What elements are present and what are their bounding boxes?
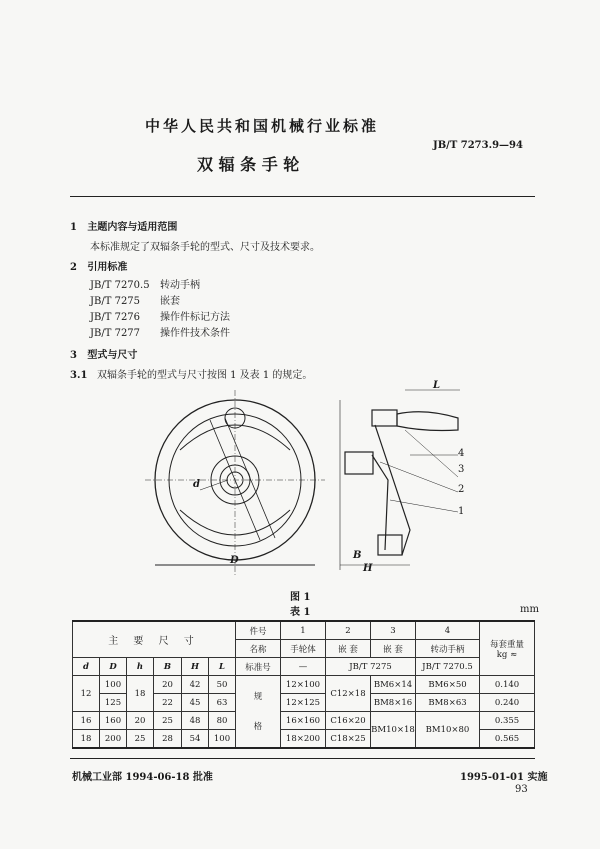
table-header-row [73,621,535,640]
table-cell: C18×25 [326,730,371,749]
table-cell: 1 [281,621,326,640]
section-1-body: 本标准规定了双辐条手轮的型式、尺寸及技术要求。 [90,242,320,253]
table-cell: BM8×16 [371,694,416,712]
table-cell: 18 [127,676,154,712]
table-cell: 200 [100,730,127,749]
table-cell: 80 [209,712,236,730]
dimensions-table [72,620,535,749]
reference-item: JB/T 7270.5 转动手柄 [90,280,200,291]
section-2-heading: 2 引用标准 [70,262,128,273]
table-cell: 0.565 [480,730,535,749]
table-cell: L [209,658,236,676]
section-3-heading: 3 型式与尺寸 [70,350,138,361]
table-cell: 25 [154,712,182,730]
table-cell: B [154,658,182,676]
table-row [73,712,535,730]
weight-header: 每套重量 kg ≈ [480,621,535,676]
table-cell: 48 [182,712,209,730]
table-cell: BM8×63 [416,694,480,712]
table-cell: 63 [209,694,236,712]
label-d: d [193,479,200,490]
part-callout-2: 2 [458,484,465,495]
document-title: 双 辐 条 手 轮 [197,155,300,174]
clause-3-1: 3.1 双辐条手轮的型式与尺寸按图 1 及表 1 的规定。 [70,370,313,381]
table-cell: 25 [127,730,154,749]
table-cell: 手轮体 [281,640,326,658]
table-cell: BM6×14 [371,676,416,694]
table-cell: 3 [371,621,416,640]
table-cell: 28 [154,730,182,749]
table-cell: 2 [326,621,371,640]
table-cell: 42 [182,676,209,694]
table-cell: d [73,658,100,676]
table-cell: 22 [154,694,182,712]
issuing-org: 中华人民共和国机械行业标准 [145,117,380,135]
figure-1-drawing [140,380,480,590]
table-cell: BM6×50 [416,676,480,694]
table-cell: 12×100 [281,676,326,694]
table-caption: 表 1 [290,607,311,618]
label-D: D [230,555,239,566]
table-cell: JB/T 7270.5 [416,658,480,676]
label-H: H [363,563,373,574]
table-cell: C16×20 [326,712,371,730]
table-cell: BM10×80 [416,712,480,749]
table-cell: C12×18 [326,676,371,712]
table-cell: 主 要 尺 寸 [73,621,236,658]
table-cell: 54 [182,730,209,749]
table-cell: H [182,658,209,676]
section-1-heading: 1 主题内容与适用范围 [70,222,178,233]
part-callout-1: 1 [458,506,465,517]
table-cell: 嵌 套 [371,640,416,658]
reference-item: JB/T 7277 操作件技术条件 [90,328,230,339]
table-cell: 0.140 [480,676,535,694]
part-callout-3: 3 [458,464,465,475]
table-cell: 名称 [236,640,281,658]
table-cell: 45 [182,694,209,712]
table-cell: 160 [100,712,127,730]
table-unit: mm [520,604,539,615]
table-row [73,676,535,694]
figure-caption: 图 1 [290,592,311,603]
table-cell: 16×160 [281,712,326,730]
table-cell: 100 [209,730,236,749]
table-cell: h [127,658,154,676]
page-number: 93 [515,784,528,795]
table-cell: 50 [209,676,236,694]
table-cell: 12×125 [281,694,326,712]
approval-info: 机械工业部 1994-06-18 批准 [72,772,213,783]
table-cell: 件号 [236,621,281,640]
reference-item: JB/T 7276 操作件标记方法 [90,312,230,323]
table-cell: 20 [154,676,182,694]
reference-item: JB/T 7275 嵌套 [90,296,180,307]
table-cell: 20 [127,712,154,730]
table-cell: 18×200 [281,730,326,749]
table-cell: 16 [73,712,100,730]
table-cell: 转动手柄 [416,640,480,658]
effective-date: 1995-01-01 实施 [460,772,548,783]
table-cell: 125 [100,694,127,712]
table-cell: D [100,658,127,676]
label-L: L [433,380,441,391]
table-cell: 18 [73,730,100,749]
table-cell: 100 [100,676,127,694]
table-cell: 12 [73,676,100,712]
table-cell: 标准号 [236,658,281,676]
table-cell: 嵌 套 [326,640,371,658]
part-callout-4: 4 [458,448,465,459]
table-cell: 0.240 [480,694,535,712]
standard-code: JB/T 7273.9—94 [433,140,523,151]
table-cell: BM10×18 [371,712,416,749]
table-cell: 4 [416,621,480,640]
header-rule [70,196,535,197]
reference-list [90,278,230,342]
table-cell: 0.355 [480,712,535,730]
table-header-row [73,658,535,676]
front-view [145,390,325,575]
footer-rule [70,758,535,759]
table-cell: JB/T 7275 [326,658,416,676]
spec-label: 规 格 [236,676,281,749]
label-B: B [353,550,362,561]
side-view [340,390,460,570]
table-cell: — [281,658,326,676]
